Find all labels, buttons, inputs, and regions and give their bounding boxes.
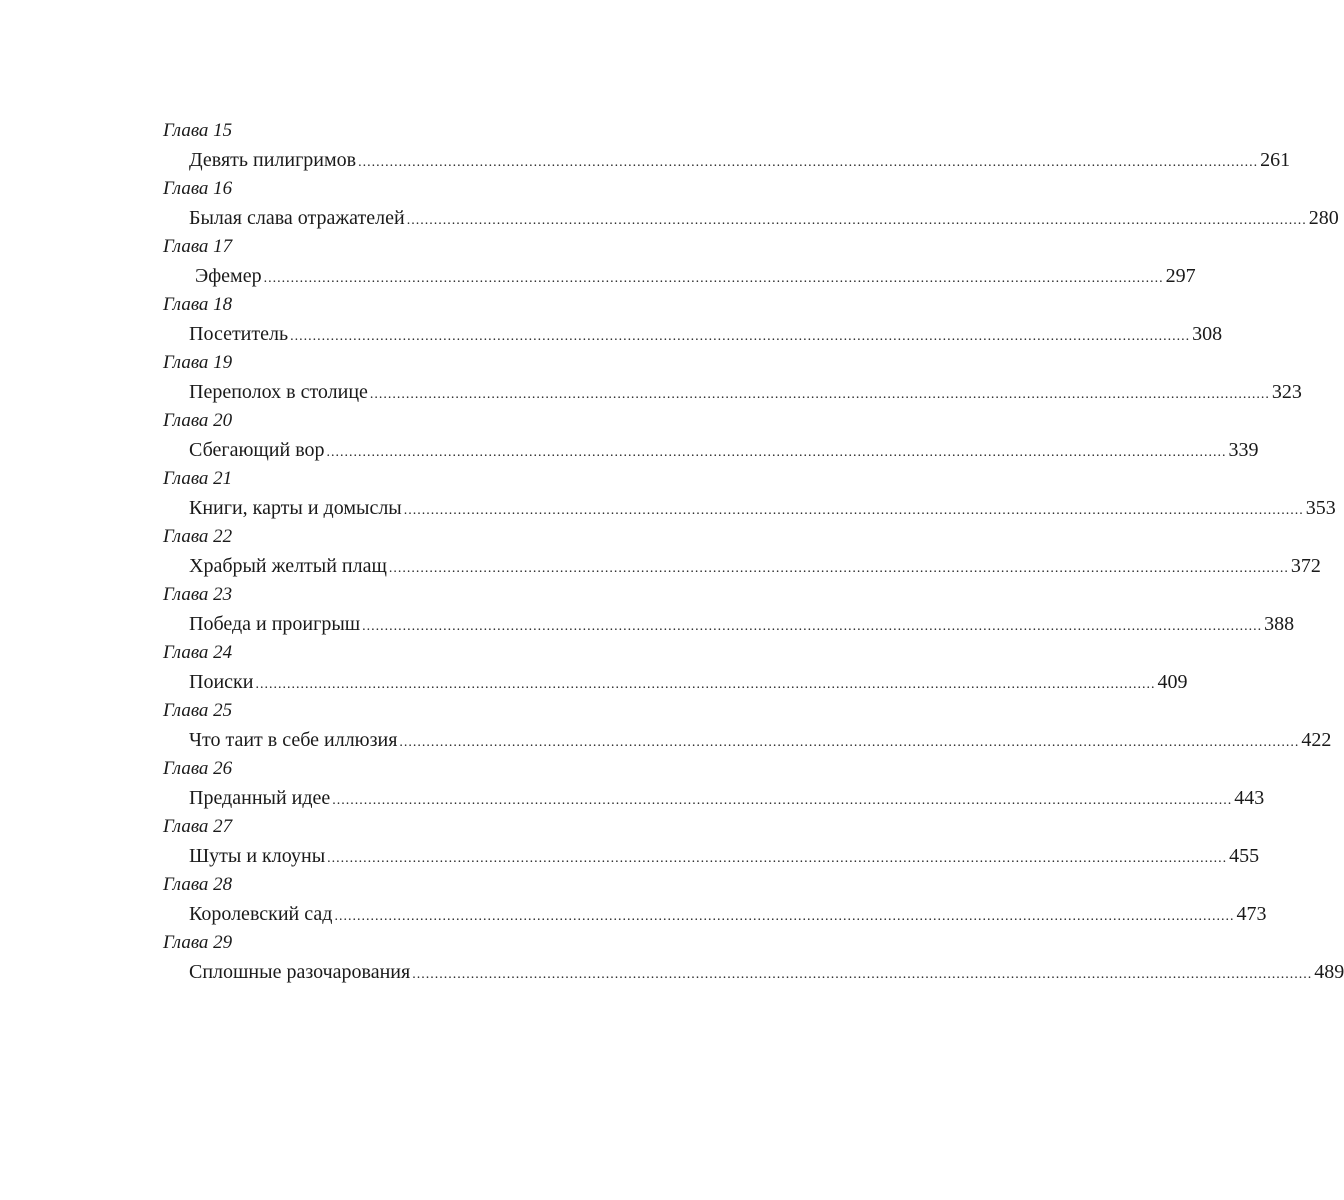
page-number: 489: [1314, 961, 1344, 983]
dot-leader: ........................................................................................................................................................................................................: [403, 503, 1304, 518]
toc-line: [189, 901, 1267, 928]
toc-entry: [163, 350, 1302, 408]
toc-line: [189, 437, 1259, 464]
dot-leader: ........................................................................................................................................................................................................: [290, 329, 1191, 344]
chapter-title: Книги, карты и домыслы: [189, 497, 402, 519]
chapter-title: Переполох в столице: [189, 381, 368, 403]
dot-leader: ........................................................................................................................................................................................................: [362, 619, 1263, 634]
chapter-label: Глава 27: [163, 816, 233, 837]
chapter-label: Глава 21: [163, 468, 233, 489]
chapter-label: Глава 23: [163, 584, 233, 605]
chapter-label: Глава 15: [163, 120, 233, 141]
chapter-label: Глава 17: [163, 236, 233, 257]
chapter-label: Глава 28: [163, 874, 233, 895]
toc-entry: [163, 872, 1267, 930]
page-number: 455: [1229, 845, 1260, 867]
page-number: 297: [1165, 265, 1196, 287]
page-number: 473: [1236, 903, 1267, 925]
chapter-title: Королевский сад: [189, 903, 333, 925]
chapter-title: Сплошные разочарования: [189, 961, 411, 983]
chapter-label: Глава 29: [163, 932, 233, 953]
toc-entry: [163, 176, 1339, 234]
page-number: 372: [1290, 555, 1321, 577]
toc-entry: [163, 118, 1291, 176]
chapter-title: Храбрый желтый плащ: [189, 555, 387, 577]
dot-leader: ........................................................................................................................................................................................................: [332, 793, 1233, 808]
dot-leader: ........................................................................................................................................................................................................: [369, 387, 1270, 402]
toc-line: [189, 727, 1332, 754]
chapter-title: Девять пилигримов: [189, 149, 357, 171]
dot-leader: ........................................................................................................................................................................................................: [263, 271, 1164, 286]
chapter-label: Глава 24: [163, 642, 233, 663]
chapter-label: Глава 19: [163, 352, 233, 373]
page-number: 353: [1305, 497, 1336, 519]
toc-entry: [163, 234, 1196, 292]
toc-entry: [163, 408, 1259, 466]
chapter-title: Сбегающий вор: [189, 439, 325, 461]
chapter-title: Посетитель: [189, 323, 289, 345]
toc-line: [189, 669, 1188, 696]
toc-entry: [163, 814, 1260, 872]
toc-line: [189, 843, 1260, 870]
page-number: 422: [1301, 729, 1332, 751]
toc-line: [189, 321, 1223, 348]
page-number: 323: [1271, 381, 1302, 403]
dot-leader: ........................................................................................................................................................................................................: [388, 561, 1289, 576]
dot-leader: ........................................................................................................................................................................................................: [255, 677, 1156, 692]
toc-line: [189, 147, 1291, 174]
page-number: 261: [1260, 149, 1291, 171]
toc-entry: [163, 930, 1344, 988]
dot-leader: ........................................................................................................................................................................................................: [412, 967, 1313, 982]
toc-entry: [163, 640, 1188, 698]
chapter-label: Глава 20: [163, 410, 233, 431]
dot-leader: ........................................................................................................................................................................................................: [326, 445, 1227, 460]
dot-leader: ........................................................................................................................................................................................................: [327, 851, 1228, 866]
page-number: 388: [1264, 613, 1295, 635]
toc-entry: [163, 698, 1332, 756]
chapter-title: Преданный идее: [189, 787, 331, 809]
toc-entry: [163, 292, 1223, 350]
toc-entry: [163, 466, 1336, 524]
page-number: 280: [1308, 207, 1339, 229]
toc-line: [189, 495, 1336, 522]
chapter-title: Эфемер: [195, 265, 262, 287]
chapter-title: Былая слава отражателей: [189, 207, 405, 229]
toc-line: [189, 785, 1265, 812]
page-number: 308: [1192, 323, 1223, 345]
toc-line: [189, 959, 1344, 986]
page-number: 443: [1234, 787, 1265, 809]
toc-line: [189, 205, 1339, 232]
table-of-contents: [163, 118, 1344, 988]
chapter-label: Глава 16: [163, 178, 233, 199]
toc-entry: [163, 582, 1295, 640]
page-number: 409: [1157, 671, 1188, 693]
page-number: 339: [1228, 439, 1259, 461]
toc-entry: [163, 524, 1321, 582]
chapter-title: Поиски: [189, 671, 254, 693]
toc-line: [189, 611, 1295, 638]
chapter-label: Глава 25: [163, 700, 233, 721]
chapter-label: Глава 18: [163, 294, 233, 315]
toc-line: [195, 263, 1196, 290]
chapter-title: Что таит в себе иллюзия: [189, 729, 398, 751]
chapter-title: Шуты и клоуны: [189, 845, 326, 867]
chapter-label: Глава 26: [163, 758, 233, 779]
toc-entry: [163, 756, 1265, 814]
dot-leader: ........................................................................................................................................................................................................: [399, 735, 1300, 750]
dot-leader: ........................................................................................................................................................................................................: [406, 213, 1307, 228]
chapter-label: Глава 22: [163, 526, 233, 547]
dot-leader: ........................................................................................................................................................................................................: [358, 155, 1259, 170]
dot-leader: ........................................................................................................................................................................................................: [334, 909, 1235, 924]
chapter-title: Победа и проигрыш: [189, 613, 361, 635]
toc-line: [189, 379, 1302, 406]
toc-line: [189, 553, 1321, 580]
